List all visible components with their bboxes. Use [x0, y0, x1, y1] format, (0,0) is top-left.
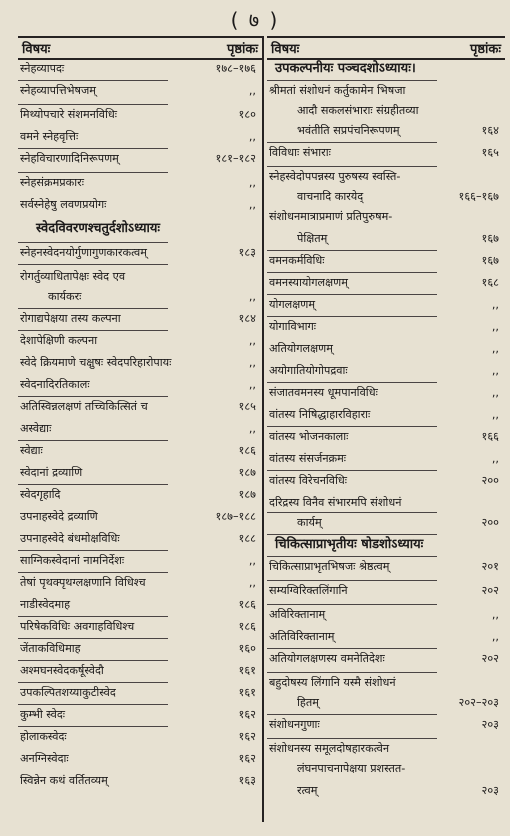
entry-page: १६२: [238, 708, 256, 721]
entry-page: ,,: [248, 356, 256, 369]
entry-underline: [18, 330, 168, 331]
entry-title: अश्मघनस्वेदकर्षूस्वेदौ: [20, 664, 104, 677]
entry-page: ,,: [491, 298, 499, 311]
entry-title: अविरिक्तानाम्: [269, 608, 326, 621]
page-header: पृष्ठांकः: [469, 42, 501, 57]
entry-underline: [18, 172, 168, 173]
entry-title: अतियोगलक्षणम्: [269, 342, 333, 355]
entry-title: कुम्भी स्वेदः: [20, 708, 66, 721]
entry-underline: [267, 426, 437, 427]
right-header: [267, 36, 505, 58]
entry-page: १८७: [238, 466, 256, 479]
entry-title: स्नेहव्यापदः: [20, 62, 65, 75]
entry-page: ,,: [248, 176, 256, 189]
entry-title: उपकल्पितशय्याकुटीस्वेद: [20, 686, 116, 699]
entry-page: ,,: [248, 198, 256, 211]
entry-page: ,,: [248, 84, 256, 97]
entry-page: २०२: [481, 652, 499, 665]
entry-page: १८३: [238, 246, 256, 259]
entry-underline: [18, 104, 168, 105]
entry-title: उपकल्पनीयः पञ्चदशोऽध्यायः।: [275, 61, 416, 76]
entry-page: १७८–१७६: [215, 62, 256, 75]
entry-underline: [18, 80, 168, 81]
entry-title: स्वेद्याः: [20, 444, 43, 457]
entry-title: वांतस्य संसर्जनक्रमः: [269, 452, 347, 465]
entry-page: १८६: [238, 598, 256, 611]
entry-title: देशापेक्षिणी कल्पना: [20, 334, 98, 347]
entry-underline: [267, 714, 437, 715]
entry-page: १६१: [238, 664, 256, 677]
entry-title: चिकित्साप्राभृतभिषजः श्रेष्ठत्वम्: [269, 560, 390, 573]
entry-underline: [18, 440, 168, 441]
entry-title: सर्वस्नेहेषु लवणप्रयोगः: [20, 198, 107, 211]
entry-page: १६०: [238, 642, 256, 655]
entry-title: आदौ सकलसंभाराः संग्रहीतव्या: [297, 104, 419, 117]
entry-page: १६२: [238, 730, 256, 743]
entry-title: अतिस्विन्नलक्षणं तच्चिकित्सितं च: [20, 400, 148, 413]
entry-title: स्नेहव्यापत्तिभेषजम्: [20, 84, 96, 97]
entry-title: अस्वेद्याः: [20, 422, 52, 435]
entry-page: २०३: [481, 718, 499, 731]
entry-page: २००: [481, 516, 499, 529]
entry-page: १६४: [481, 124, 499, 137]
entry-underline: [267, 534, 437, 535]
entry-underline: [267, 382, 437, 383]
entry-page: १६७: [481, 232, 499, 245]
entry-title: स्वेदगृहादि: [20, 488, 61, 501]
entry-title: बहुदोषस्य लिंगानि यस्मै संशोधनं: [269, 676, 396, 689]
entry-page: १६६: [481, 430, 499, 443]
entry-title: चिकित्साप्राभृतीयः षोडशोऽध्यायः: [275, 537, 424, 552]
entry-underline: [267, 470, 437, 471]
entry-page: १८१–१८२: [215, 152, 256, 165]
entry-underline: [18, 682, 168, 683]
entry-title: लंघनपाचनापेक्षया प्रशस्तत-: [297, 762, 406, 775]
entry-page: २०२–२०३: [458, 696, 499, 709]
entry-page: ,,: [491, 608, 499, 621]
entry-page: ,,: [491, 452, 499, 465]
entry-title: तेषां पृथक्पृथग्लक्षणानि विधिश्च: [20, 576, 146, 589]
entry-underline: [18, 726, 168, 727]
entry-title: स्नेहनस्वेदनयोर्गुणागुणकारकत्वम्: [20, 246, 147, 259]
entry-title: भवंतीति सप्रपंचनिरूपणम्: [297, 124, 400, 137]
entry-underline: [267, 80, 437, 81]
entry-title: वाचनादि कारयेद्: [297, 190, 364, 203]
entry-underline: [267, 272, 437, 273]
page-number: ( ७ ): [230, 8, 280, 32]
entry-page: १६७: [481, 254, 499, 267]
entry-underline: [267, 512, 437, 513]
entry-title: रोगाद्यपेक्षया तस्य कल्पना: [20, 312, 121, 325]
entry-page: १६५: [481, 146, 499, 159]
entry-title: अतियोगलक्षणस्य वमनेतिदेशः: [269, 652, 385, 665]
entry-title: अयोगातियोगोपद्रवाः: [269, 364, 348, 377]
entry-title: रत्वम्: [297, 784, 318, 797]
entry-title: स्नेहविचारणादिनिरूपणम्: [20, 152, 119, 165]
entry-title: कार्यकरः: [48, 290, 82, 303]
entry-title: वांतस्य निषिद्धाहारविहाराः: [269, 408, 371, 421]
entry-underline: [267, 294, 437, 295]
entry-title: संजातवमनस्य धूमपानविधिः: [269, 386, 378, 399]
entry-page: १८५: [238, 400, 256, 413]
entry-page: ,,: [248, 576, 256, 589]
entry-page: १८८: [238, 532, 256, 545]
entry-underline: [267, 604, 437, 605]
entry-page: १६८: [481, 276, 499, 289]
entry-title: परिषेकविधिः अवगाहविधिश्च: [20, 620, 135, 633]
entry-page: ,,: [491, 386, 499, 399]
entry-title: वमनस्यायोगलक्षणम्: [269, 276, 348, 289]
entry-title: संशोधनस्य समूलदोषहारकत्वेन: [269, 742, 390, 755]
entry-title: वांतस्य भोजनकालाः: [269, 430, 349, 443]
entry-title: मिथ्योपचारे संशमनविधिः: [20, 108, 118, 121]
subject-header: विषयः: [22, 42, 51, 57]
entry-page: ,,: [491, 630, 499, 643]
entry-underline: [267, 672, 437, 673]
entry-title: विविधाः संभाराः: [269, 146, 331, 159]
entry-title: दरिद्रस्य विनैव संभारमपि संशोधनं: [269, 496, 402, 509]
entry-title: उपनाहस्वेदे बंधमोक्षविधिः: [20, 532, 120, 545]
left-header: [18, 36, 262, 58]
entry-title: योगलक्षणम्: [269, 298, 316, 311]
entry-page: ,,: [248, 290, 256, 303]
entry-underline: [267, 648, 437, 649]
entry-page: २००: [481, 474, 499, 487]
entry-page: ,,: [248, 130, 256, 143]
entry-title: अनग्निस्वेदाः: [20, 752, 69, 765]
entry-underline: [267, 250, 437, 251]
entry-title: नाडीस्वेदमाह: [20, 598, 71, 611]
entry-underline: [18, 638, 168, 639]
entry-page: १६३: [238, 774, 256, 787]
entry-title: स्वेदविवरणश्चतुर्दशोऽध्यायः: [36, 221, 161, 236]
entry-page: १८६: [238, 444, 256, 457]
entry-page: १६२: [238, 752, 256, 765]
entry-title: सम्यग्विरिक्तलिंगानि: [269, 584, 348, 597]
entry-underline: [18, 704, 168, 705]
entry-title: श्रीमतां संशोधनं कर्तुकामेन भिषजा: [269, 84, 406, 97]
entry-page: १८०: [238, 108, 256, 121]
entry-title: पेक्षितम्: [297, 232, 328, 245]
entry-title: स्नेहस्वेदोपपन्नस्य पुरुषस्य स्वस्ति-: [269, 170, 401, 183]
entry-page: १८४: [238, 312, 256, 325]
entry-title: स्वेदे क्रियमाणे चक्षुषः स्वेदपरिहारोपायः: [20, 356, 172, 369]
page-header: पृष्ठांकः: [226, 42, 258, 57]
entry-underline: [18, 660, 168, 661]
entry-underline: [267, 166, 437, 167]
entry-title: साग्निकस्वेदानां नामनिर्देशः: [20, 554, 125, 567]
entry-underline: [267, 556, 437, 557]
entry-underline: [18, 484, 168, 485]
entry-underline: [18, 572, 168, 573]
entry-underline: [18, 616, 168, 617]
subject-header: विषयः: [271, 42, 300, 57]
entry-title: हितम्: [297, 696, 319, 709]
entry-title: स्नेहसंक्रमप्रकारः: [20, 176, 84, 189]
entry-title: स्वेदनादिरतिकालः: [20, 378, 90, 391]
entry-underline: [18, 264, 168, 265]
column-divider: [262, 36, 264, 822]
entry-page: १८६: [238, 620, 256, 633]
entry-page: ,,: [248, 554, 256, 567]
entry-underline: [267, 142, 437, 143]
entry-page: २०१: [481, 560, 499, 573]
entry-page: ,,: [248, 378, 256, 391]
entry-title: संशोधनगुणाः: [269, 718, 320, 731]
entry-page: ,,: [248, 334, 256, 347]
entry-underline: [18, 308, 168, 309]
entry-title: होलाकस्वेदः: [20, 730, 67, 743]
entry-title: वमनकर्मविधिः: [269, 254, 325, 267]
entry-title: स्वेदानां द्रव्याणि: [20, 466, 83, 479]
entry-page: ,,: [491, 342, 499, 355]
entry-title: वांतस्य विरेचनविधिः: [269, 474, 348, 487]
entry-page: १६१: [238, 686, 256, 699]
entry-title: उपनाहस्वेदे द्रव्याणि: [20, 510, 98, 523]
entry-underline: [267, 580, 437, 581]
entry-underline: [267, 738, 437, 739]
entry-page: २०३: [481, 784, 499, 797]
entry-underline: [18, 148, 168, 149]
entry-underline: [18, 242, 168, 243]
entry-page: ,,: [491, 364, 499, 377]
entry-page: ,,: [491, 408, 499, 421]
entry-page: १६६–१६७: [458, 190, 499, 203]
entry-title: रोगर्तुव्याधितापेक्षः स्वेद एव: [20, 270, 126, 283]
entry-page: ,,: [491, 320, 499, 333]
entry-underline: [18, 396, 168, 397]
entry-title: अतिविरिक्तानाम्: [269, 630, 335, 643]
entry-title: वमने स्नेहवृत्तिः: [20, 130, 79, 143]
entry-title: स्विन्नेन कथं वर्तितव्यम्: [20, 774, 108, 787]
entry-page: १८७: [238, 488, 256, 501]
entry-title: संशोधनमात्राप्रमाणं प्रतिपुरुषम-: [269, 210, 393, 223]
entry-title: जेंताकविधिमाह: [20, 642, 81, 655]
entry-underline: [18, 550, 168, 551]
entry-title: योगाविभागः: [269, 320, 317, 333]
entry-title: कार्यम्: [297, 516, 322, 529]
entry-underline: [267, 316, 437, 317]
entry-page: १८७–१८८: [215, 510, 256, 523]
entry-page: २०२: [481, 584, 499, 597]
entry-page: ,,: [248, 422, 256, 435]
